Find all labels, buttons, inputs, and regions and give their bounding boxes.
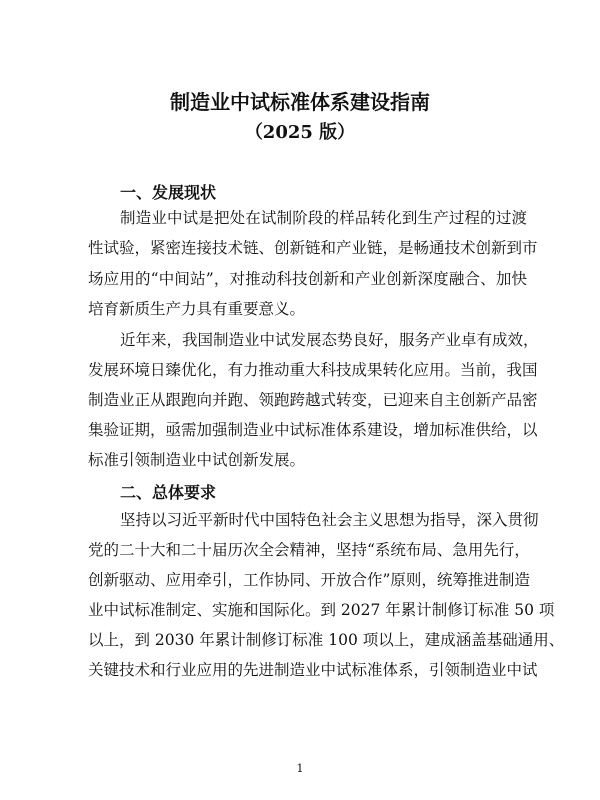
page-number: 1 — [296, 762, 304, 775]
paragraph-line: 发展环境日臻优化，有力推动重大科技成果转化应用。当前，我国 — [88, 361, 538, 379]
paragraph-line: 关键技术和行业应用的先进制造业中试标准体系，引领制造业中试 — [88, 661, 538, 679]
document-title: 制造业中试标准体系建设指南 — [170, 90, 430, 114]
paragraph-line: 性试验，紧密连接技术链、创新链和产业链，是畅通技术创新到市 — [88, 239, 538, 257]
paragraph-line: 制造业正从跟跑向并跑、领跑跨越式转变，已迎来自主创新产品密 — [88, 391, 538, 409]
section-heading-2: 二、总体要求 — [120, 483, 217, 502]
section-heading-1: 一、发展现状 — [120, 183, 217, 202]
document-subtitle: （2025 版） — [244, 122, 356, 143]
paragraph-line: 以上，到 2030 年累计制修订标准 100 项以上，建成涵盖基础通用、 — [88, 631, 565, 649]
paragraph-line: 近年来，我国制造业中试发展态势良好，服务产业卓有成效， — [120, 331, 539, 349]
paragraph-line: 集验证期，亟需加强制造业中试标准体系建设，增加标准供给，以 — [88, 421, 538, 439]
paragraph-line: 创新驱动、应用牵引，工作协同、开放合作”原则，统筹推进制造 — [88, 571, 530, 589]
paragraph-line: 标准引领制造业中试创新发展。 — [88, 451, 306, 469]
paragraph-line: 党的二十大和二十届历次全会精神，坚持“系统布局、急用先行， — [88, 541, 530, 559]
paragraph-line: 业中试标准制定、实施和国际化。到 2027 年累计制修订标准 50 项 — [88, 601, 555, 619]
paragraph-line: 制造业中试是把处在试制阶段的样品转化到生产过程的过渡 — [120, 209, 527, 227]
paragraph-line: 场应用的“中间站”，对推动科技创新和产业创新深度融合、加快 — [88, 270, 527, 288]
paragraph-line: 坚持以习近平新时代中国特色社会主义思想为指导，深入贯彻 — [120, 511, 539, 529]
paragraph-line: 培育新质生产力具有重要意义。 — [88, 300, 306, 318]
